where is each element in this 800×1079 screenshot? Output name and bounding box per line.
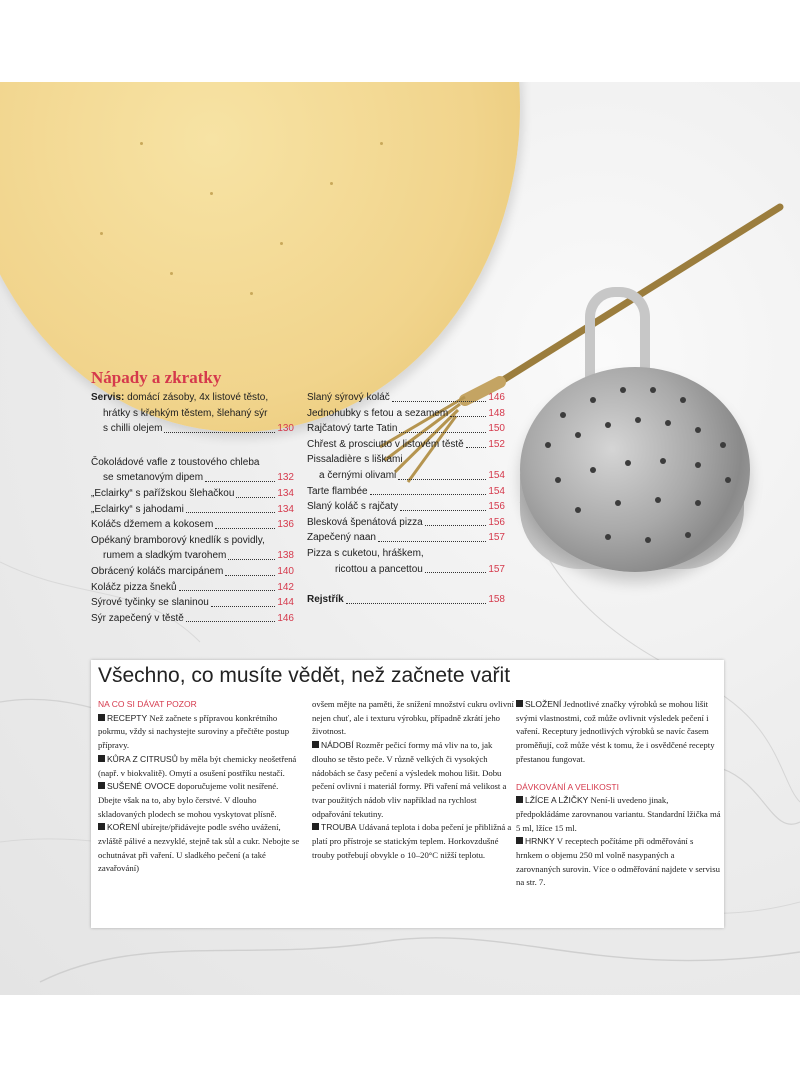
leader-dots [378, 541, 486, 542]
paragraph-text: Než začnete s přípravou konkrétního pokrmu, vždy si nachystejte suroviny a přečtěte postup přípravy. [98, 712, 290, 751]
toc-entry [91, 486, 294, 502]
leader-dots [225, 575, 275, 576]
page-number: 132 [277, 472, 294, 484]
toc-entry [91, 390, 294, 406]
page-number: 150 [488, 423, 505, 435]
paragraph-text: Udávaná teplota i doba pečení je přibližná a platí pro přístroje se statickým teplem. Horkovzdušné trouby potřebují obvykle o 10–20°C nižší teplotu. [312, 822, 512, 860]
shaker-hole [685, 532, 691, 538]
paragraph [312, 739, 517, 821]
toc-entry-text: se smetanovým dipem [103, 472, 204, 484]
bullet-square-icon [98, 782, 105, 789]
servis-label: Servis: [91, 392, 125, 403]
shaker-hole [635, 417, 641, 423]
keyword: SLOŽENÍ [525, 699, 562, 709]
page-number: 157 [488, 563, 505, 575]
keyword: KŮRA Z CITRUSŮ [107, 753, 178, 764]
paragraph [98, 712, 303, 753]
paragraph-text: Rozměr pečicí formy má vliv na to, jak dlouho se těsto peče. V různě velkých či vysokých nádobách se časy pečení a výsledek mohou lišit. Dobu pečení ovlivní i materiál formy. Při vaření má velikost a tvar použitých nádob vliv například na rychlost odpařování tekutiny. [312, 740, 507, 819]
page-number: 138 [277, 550, 294, 562]
toc-entry-text: Obrácený koláčs marcipánem [91, 565, 224, 577]
spacer [91, 437, 294, 455]
toc-entry [91, 517, 294, 533]
toc-entry [91, 470, 294, 486]
pastry-prick [330, 182, 333, 185]
leader-dots [392, 401, 487, 402]
leader-dots [179, 590, 276, 591]
pastry-prick [140, 142, 143, 145]
paragraph [98, 821, 303, 876]
leader-dots [186, 512, 276, 513]
bullet-square-icon [98, 823, 105, 830]
toc-left-column [91, 390, 294, 626]
page-number: 154 [488, 469, 505, 481]
keyword: TROUBA [321, 822, 357, 833]
shaker-hole [665, 420, 671, 426]
toc-entry [307, 592, 505, 608]
leader-dots [399, 432, 486, 433]
shaker-hole [575, 507, 581, 513]
toc-entry [91, 564, 294, 580]
leader-dots [370, 494, 487, 495]
shaker-hole [695, 500, 701, 506]
info-box-title: Všechno, co musíte vědět, než začnete vařit [98, 664, 511, 687]
page-number: 156 [488, 501, 505, 513]
pastry-prick [250, 292, 253, 295]
info-box [91, 660, 724, 928]
paragraph [312, 821, 517, 862]
page-number: 154 [488, 485, 505, 497]
page-number: 144 [277, 597, 294, 609]
paragraph-text: Jednotlivé značky výrobků se mohou lišit svými vlastnostmi, což může ovlivnit výsledek pečení i vaření. Receptury jednotlivých výrobků se navíc časem proměňují, což může vést k tomu, že i osvědčené recepty přestanou fungovat. [516, 699, 715, 764]
bullet-square-icon [516, 837, 523, 844]
paragraph-text: Není-li uvedeno jinak, předpokládáme zarovnanou variantu. Standardní lžička má 5 ml, lžíce 15 ml. [516, 795, 721, 833]
shaker-hole [725, 477, 731, 483]
leader-dots [425, 572, 486, 573]
shaker-hole [680, 397, 686, 403]
toc-entry-text: rumem a sladkým tvarohem [103, 550, 227, 562]
toc-entry [91, 595, 294, 611]
shaker-hole [660, 458, 666, 464]
page-number: 134 [277, 487, 294, 499]
toc-entry [307, 390, 505, 406]
toc-entry: Pizza s cuketou, hráškem, [307, 547, 424, 559]
page-number: 134 [277, 503, 294, 515]
leader-dots [164, 432, 275, 433]
leader-dots [398, 479, 486, 480]
shaker-hole [560, 412, 566, 418]
toc-entry-text: Tarte flambée [307, 485, 368, 497]
leader-dots [228, 559, 275, 560]
leader-dots [400, 510, 486, 511]
toc-entry [91, 421, 294, 437]
paragraph [98, 780, 303, 821]
toc-entry-text: Koláčs džemem a kokosem [91, 519, 214, 531]
shaker-hole [590, 467, 596, 473]
toc-entry: Opékaný bramborový knedlík s povidly, [91, 534, 265, 546]
info-column-3 [516, 698, 721, 890]
shaker-hole [615, 500, 621, 506]
toc-entry-text: ricottou a pancettou [335, 563, 423, 575]
page-number: 146 [488, 392, 505, 403]
leader-dots [346, 603, 487, 604]
toc-entry-text: „Eclairky“ s pařížskou šlehačkou [91, 487, 235, 499]
shaker-hole [655, 497, 661, 503]
toc-entry [307, 562, 505, 578]
shaker-hole [590, 397, 596, 403]
spacer [307, 577, 505, 592]
page-number: 130 [277, 423, 294, 435]
paragraph-text: doporučujeme volit nesířené. Dbejte však na to, aby bylo čerstvé. V dlouho skladovaných plodech se mohou vyskytovat plísně. [98, 781, 279, 819]
toc-entry-text: s chilli olejem [103, 423, 163, 435]
toc-entry [307, 421, 505, 437]
spacer [516, 767, 721, 781]
toc-entry [307, 499, 505, 515]
leader-dots [466, 447, 487, 448]
toc-entry [91, 548, 294, 564]
pastry-prick [100, 232, 103, 235]
page-number: 136 [277, 519, 294, 531]
keyword: RECEPTY [107, 712, 148, 723]
leader-dots [186, 621, 275, 622]
paragraph [98, 753, 303, 780]
leader-dots [211, 606, 275, 607]
keyword: LŽÍCE A LŽIČKY [525, 795, 589, 806]
leader-dots [215, 528, 275, 529]
page-number: 156 [488, 516, 505, 528]
toc-entry-text: domácí zásoby, 4x listové těsto, [124, 392, 269, 403]
page-number: 158 [488, 594, 505, 606]
shaker-hole [650, 387, 656, 393]
pastry-prick [170, 272, 173, 275]
toc-entry: Čokoládové vafle z toustového chleba [91, 456, 260, 468]
shaker-hole [605, 422, 611, 428]
toc-entry-text: Rajčatový tarte Tatin [307, 423, 398, 435]
toc-entry-text: Blesková špenátová pizza [307, 516, 423, 528]
pastry-prick [380, 142, 383, 145]
toc-entry-continued: hrátky s křehkým těstem, šlehaný sýr [103, 407, 268, 419]
paragraph-text: by měla být chemicky neošetřená (např. v biokvalitě). Omytí a osušení postříku nestačí. [98, 753, 297, 778]
toc-entry [91, 580, 294, 596]
page-number: 157 [488, 532, 505, 544]
shaker-hole [555, 477, 561, 483]
toc-entry-text: „Eclairky“ s jahodami [91, 503, 184, 515]
leader-dots [205, 481, 275, 482]
page-number: 152 [488, 438, 505, 450]
page-number: 146 [277, 612, 294, 624]
shaker-hole [620, 387, 626, 393]
bullet-square-icon [516, 796, 523, 803]
toc-entry [91, 611, 294, 627]
toc-entry-text: Zapečený naan [307, 532, 376, 544]
toc-entry-text: Jednohubky s fetou a sezamem [307, 407, 449, 419]
paragraph [516, 698, 721, 767]
paragraph-text: ubírejte/přidávejte podle svého uvážení, zvláště pálivé a nezvyklé, stejně tak sůl a cukr. Nebojte se ochutnávat při vaření. U sladkého pečení (a také zavařování) [98, 822, 300, 874]
bullet-square-icon [312, 741, 319, 748]
page-number: 140 [277, 565, 294, 577]
keyword: SUŠENÉ OVOCE [107, 781, 176, 792]
toc-entry-text: Koláčz pizza šneků [91, 581, 177, 593]
toc-entry [307, 437, 505, 453]
toc-entry [307, 484, 505, 500]
toc-entry [307, 468, 505, 484]
shaker-hole [645, 537, 651, 543]
toc-entry [307, 515, 505, 531]
leader-dots [236, 497, 275, 498]
flour-shaker [520, 367, 750, 572]
toc-entry-text: a černými olivami [319, 469, 397, 481]
toc-entry [91, 502, 294, 518]
keyword: HRNKY [525, 836, 555, 847]
section-heading: NA CO SI DÁVAT POZOR [98, 699, 197, 709]
bullet-square-icon [98, 714, 105, 721]
paragraph [516, 835, 721, 890]
shaker-hole [625, 460, 631, 466]
pastry-prick [280, 242, 283, 245]
toc-entry [307, 530, 505, 546]
page-number: 148 [488, 407, 505, 419]
shaker-hole [545, 442, 551, 448]
toc-entry-text: Sýrové tyčinky se slaninou [91, 597, 209, 609]
toc-entry [307, 406, 505, 422]
pastry-prick [210, 192, 213, 195]
toc-entry-text: Slaný koláč s rajčaty [307, 501, 399, 513]
shaker-hole [695, 462, 701, 468]
toc-entry-text: Slaný sýrový koláč [307, 392, 390, 403]
paragraph: ovšem mějte na paměti, že snížení množství cukru ovlivní nejen chuť, ale i texturu výrobku, případně zkrátí jeho životnost. [312, 699, 514, 737]
paragraph [516, 794, 721, 835]
bullet-square-icon [98, 755, 105, 762]
toc-entry: Pissaladière s liškami [307, 454, 403, 466]
shaker-hole [605, 534, 611, 540]
toc-right-column [307, 390, 505, 608]
keyword: KOŘENÍ [107, 822, 140, 833]
section-heading: DÁVKOVÁNÍ A VELIKOSTI [516, 781, 619, 792]
toc-entry-text: Chřest & prosciutto v listovém těstě [307, 438, 464, 450]
toc-entry-text: Sýr zapečený v těstě [91, 612, 184, 624]
leader-dots [450, 416, 486, 417]
paragraph-text: V receptech počítáme při odměřování s hrnkem o objemu 250 ml volně nasypaných a zarovnaných surovin. Více o odměřování najdete v servisu na str. 7. [516, 836, 720, 888]
info-column-1 [98, 698, 303, 876]
shaker-hole [695, 427, 701, 433]
page-number: 142 [277, 581, 294, 593]
toc-title: Nápady a zkratky [91, 368, 222, 387]
bullet-square-icon [312, 823, 319, 830]
toc-entry-text: Rejstřík [307, 594, 344, 606]
info-column-2 [312, 698, 517, 862]
shaker-hole [575, 432, 581, 438]
keyword: NÁDOBÍ [321, 740, 354, 751]
bullet-square-icon [516, 700, 523, 707]
leader-dots [425, 525, 487, 526]
shaker-hole [720, 442, 726, 448]
